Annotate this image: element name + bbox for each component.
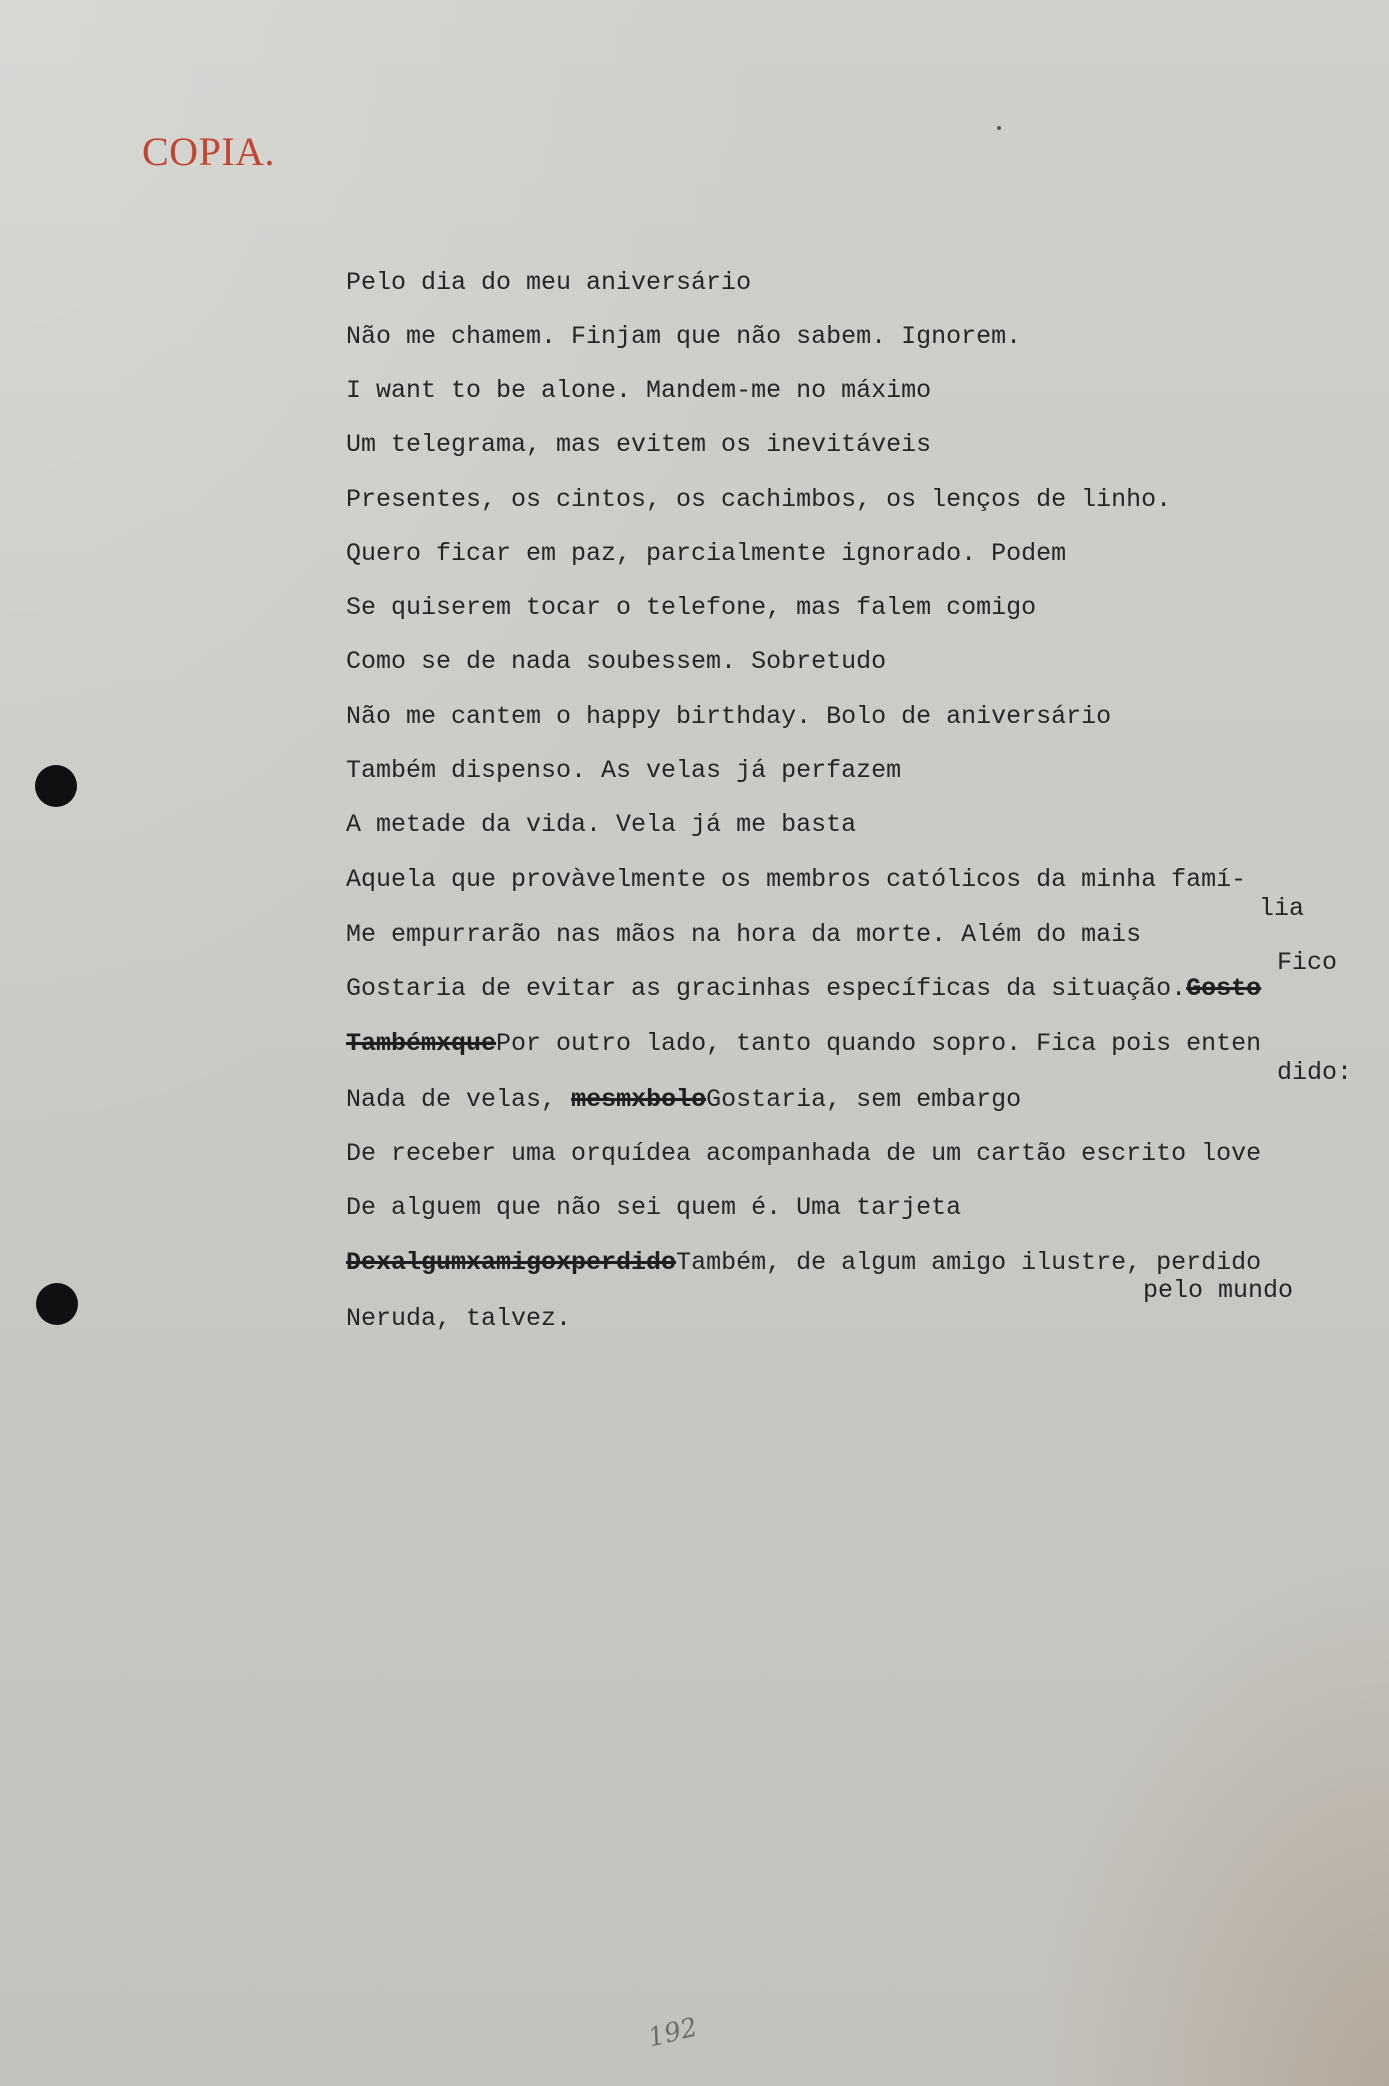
poem-line-5: Presentes, os cintos, os cachimbos, os lenços de linho. xyxy=(346,485,1172,514)
poem-line-6: Quero ficar em paz, parcialmente ignorado. Podem xyxy=(346,539,1067,568)
poem-line-1: Pelo dia do meu aniversário xyxy=(346,268,752,297)
overtype-lia: lia xyxy=(1259,894,1305,923)
poem-line-3: I want to be alone. Mandem-me no máximo xyxy=(346,376,932,405)
line-16-text-a: Nada de velas, xyxy=(346,1085,557,1114)
line-14-text: Gostaria de evitar as gracinhas específicas da situação. xyxy=(346,974,1187,1003)
handwritten-page-number: 192 xyxy=(645,2012,701,2054)
poem-line-16 xyxy=(346,1085,1021,1115)
punch-hole-top xyxy=(35,765,77,807)
line-16-text-b: Gostaria, sem embargo xyxy=(706,1085,1022,1114)
copia-stamp: COPIA. xyxy=(142,129,276,174)
poem-line-9: Não me cantem o happy birthday. Bolo de aniversário xyxy=(346,702,1112,731)
poem-line-19 xyxy=(346,1248,1261,1278)
poem-line-12: Aquela que provàvelmente os membros católicos da minha famí- xyxy=(346,865,1247,894)
poem-line-13: Me empurrarão nas mãos na hora da morte. Além do mais xyxy=(346,920,1142,949)
struck-tambem-que: Tambémxque xyxy=(346,1029,497,1058)
poem-line-20: Neruda, talvez. xyxy=(346,1304,572,1333)
poem-line-7: Se quiserem tocar o telefone, mas falem comigo xyxy=(346,593,1037,622)
overtype-dido: dido: xyxy=(1277,1058,1353,1087)
line-19-text: Também, de algum amigo ilustre, perdido xyxy=(676,1248,1262,1277)
struck-de-algum-amigo: Dexalgumxamigoxperdido xyxy=(346,1248,677,1277)
line-15-text: Por outro lado, tanto quando sopro. Fica pois enten xyxy=(496,1029,1262,1058)
poem-line-8: Como se de nada soubessem. Sobretudo xyxy=(346,647,887,676)
poem-line-10: Também dispenso. As velas já perfazem xyxy=(346,756,902,785)
poem-line-11: A metade da vida. Vela já me basta xyxy=(346,810,857,839)
poem-line-14 xyxy=(346,974,1261,1004)
punch-hole-bottom xyxy=(36,1283,78,1325)
struck-gosto: Gosto xyxy=(1186,974,1262,1003)
poem-line-15 xyxy=(346,1029,1261,1059)
overtype-fico: Fico xyxy=(1277,948,1338,977)
poem-line-4: Um telegrama, mas evitem os inevitáveis xyxy=(346,430,932,459)
struck-mesmo-bolo: mesmxbolo xyxy=(571,1085,707,1114)
overtype-pelo-mundo: pelo mundo xyxy=(1143,1276,1294,1305)
paper-speck xyxy=(997,126,1001,130)
poem-line-18: De alguem que não sei quem é. Uma tarjeta xyxy=(346,1193,962,1222)
poem-line-17: De receber uma orquídea acompanhada de um cartão escrito love xyxy=(346,1139,1262,1168)
poem-line-2: Não me chamem. Finjam que não sabem. Ignorem. xyxy=(346,322,1022,351)
